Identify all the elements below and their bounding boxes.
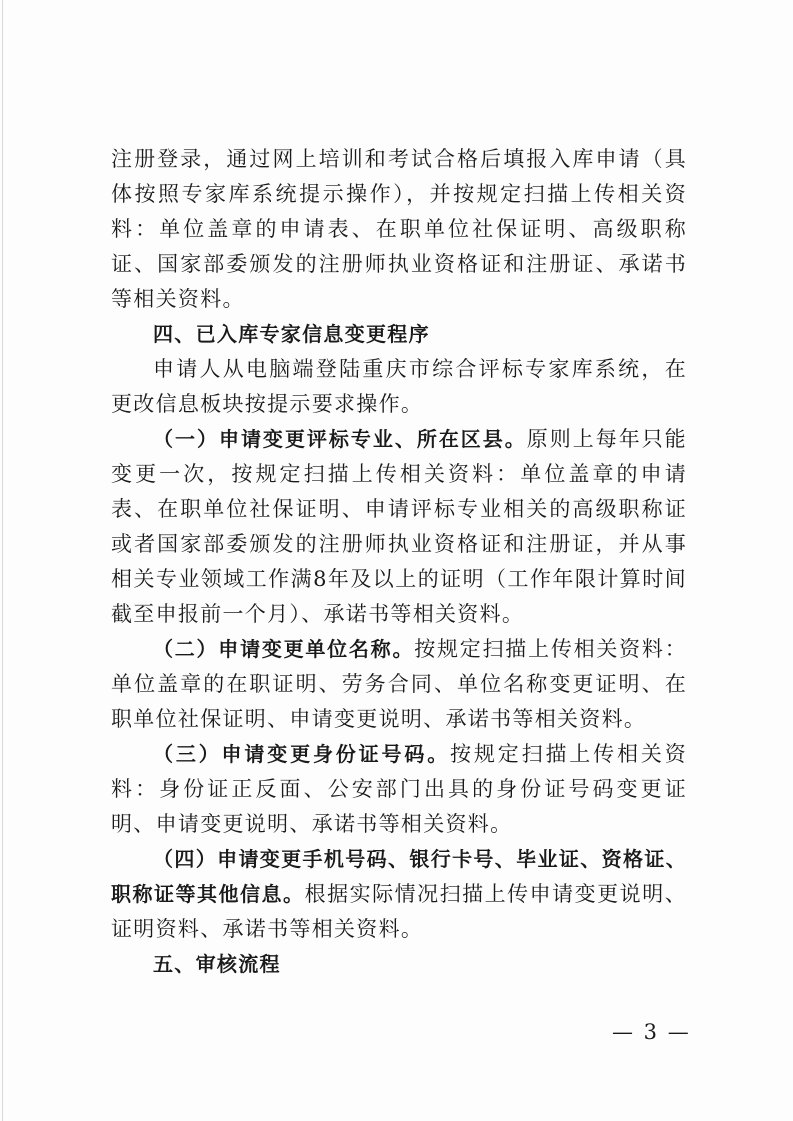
paragraph-item-1 xyxy=(111,422,687,632)
document-body xyxy=(111,142,687,982)
paragraph-intro: 申请人从电脑端登陆重庆市综合评标专家库系统，在更改信息板块按提示要求操作。 xyxy=(111,357,687,416)
item-4-text: 根据实际情况扫描上传申请变更说明、证明资料、承诺书等相关资料。 xyxy=(111,882,687,941)
item-3-text: 按规定扫描上传相关资料：身份证正反面、公安部门出具的身份证号码变更证明、申请变更说明、承诺书等相关资料。 xyxy=(111,742,687,836)
item-2-text: 按规定扫描上传相关资料：单位盖章的在职证明、劳务合同、单位名称变更证明、在职单位社保证明、申请变更说明、承诺书等相关资料。 xyxy=(111,637,687,731)
item-4-lead: （四）申请变更手机号码、银行卡号、毕业证、资格证、职称证等其他信息。 xyxy=(111,847,687,906)
paragraph-continuation: 注册登录，通过网上培训和考试合格后填报入库申请（具体按照专家库系统提示操作），并按规定扫描上传相关资料：单位盖章的申请表、在职单位社保证明、高级职称证、国家部委颁发的注册师执业资格证和注册证、承诺书等相关资料。 xyxy=(111,147,687,311)
item-2-lead: （二）申请变更单位名称。 xyxy=(153,637,415,661)
item-1-text: 原则上每年只能变更一次，按规定扫描上传相关资料：单位盖章的申请表、在职单位社保证明、申请评标专业相关的高级职称证或者国家部委颁发的注册师执业资格证和注册证，并从事相关专业领域工作满8年及以上的证明（工作年限计算时间截至申报前一个月）、承诺书等相关资料。 xyxy=(111,427,687,626)
scan-edge xyxy=(2,0,3,1121)
page-number: — 3 — xyxy=(612,1020,691,1044)
section-heading-5: 五、审核流程 xyxy=(153,952,281,976)
item-3-lead: （三）申请变更身份证号码。 xyxy=(153,742,451,766)
section-heading-4: 四、已入库专家信息变更程序 xyxy=(153,322,430,346)
paragraph-item-4 xyxy=(111,842,687,947)
paragraph-item-2 xyxy=(111,632,687,737)
item-1-lead: （一）申请变更评标专业、所在区县。 xyxy=(153,427,527,451)
paragraph-item-3 xyxy=(111,737,687,842)
